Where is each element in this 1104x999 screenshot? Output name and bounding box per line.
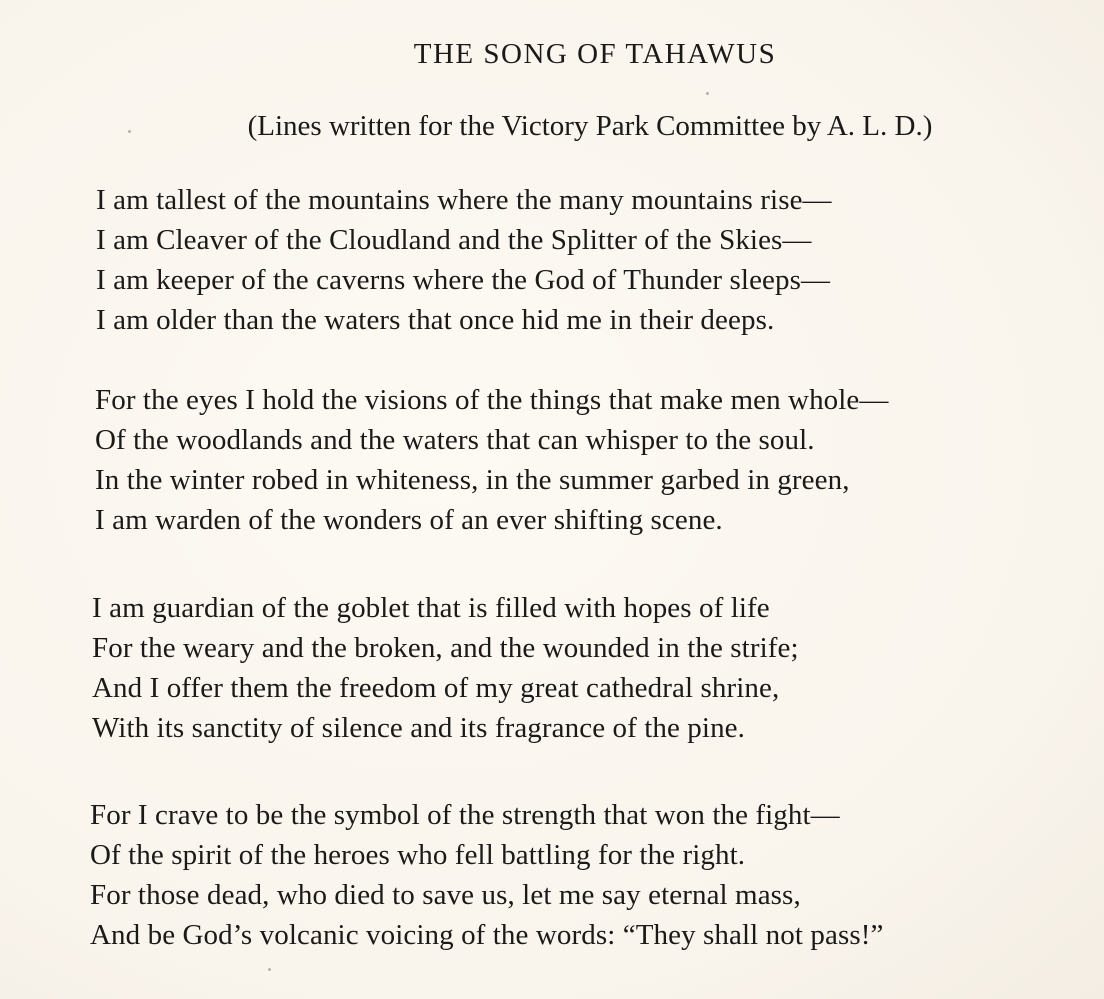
stanza-3 (92, 588, 799, 748)
poem-line: For those dead, who died to save us, let me say eternal mass, (90, 879, 801, 911)
poem-line: With its sanctity of silence and its fragrance of the pine. (92, 712, 745, 744)
poem-line: I am older than the waters that once hid me in their deeps. (96, 304, 775, 336)
poem-line: For I crave to be the symbol of the strength that won the fight— (90, 799, 840, 831)
poem-line: Of the spirit of the heroes who fell battling for the right. (90, 839, 746, 871)
stanza-4 (90, 795, 883, 955)
poem-line: I am guardian of the goblet that is filled with hopes of life (92, 592, 770, 624)
poem-line: And I offer them the freedom of my great cathedral shrine, (92, 672, 780, 704)
stanza-2 (95, 380, 889, 540)
paper-speck (706, 92, 709, 95)
poem-line: And be God’s volcanic voicing of the words: “They shall not pass!” (90, 919, 884, 951)
poem-line: Of the woodlands and the waters that can whisper to the soul. (95, 424, 815, 456)
poem-line: I am keeper of the caverns where the God of Thunder sleeps— (96, 264, 831, 296)
poem-title: THE SONG OF TAHAWUS (413, 38, 777, 70)
stanza-1 (96, 180, 832, 340)
poem-line: For the eyes I hold the visions of the things that make men whole— (95, 384, 889, 416)
poem-line: I am tallest of the mountains where the many mountains rise— (96, 184, 832, 216)
poem-line: I am warden of the wonders of an ever shifting scene. (95, 504, 723, 536)
poem-line: I am Cleaver of the Cloudland and the Splitter of the Skies— (96, 224, 812, 256)
poem-line: For the weary and the broken, and the wounded in the strife; (92, 632, 799, 664)
paper-speck (268, 968, 271, 971)
poem-line: In the winter robed in whiteness, in the summer garbed in green, (95, 464, 850, 496)
poem-subtitle: (Lines written for the Victory Park Committee by A. L. D.) (247, 110, 933, 142)
paper-speck (128, 130, 131, 133)
